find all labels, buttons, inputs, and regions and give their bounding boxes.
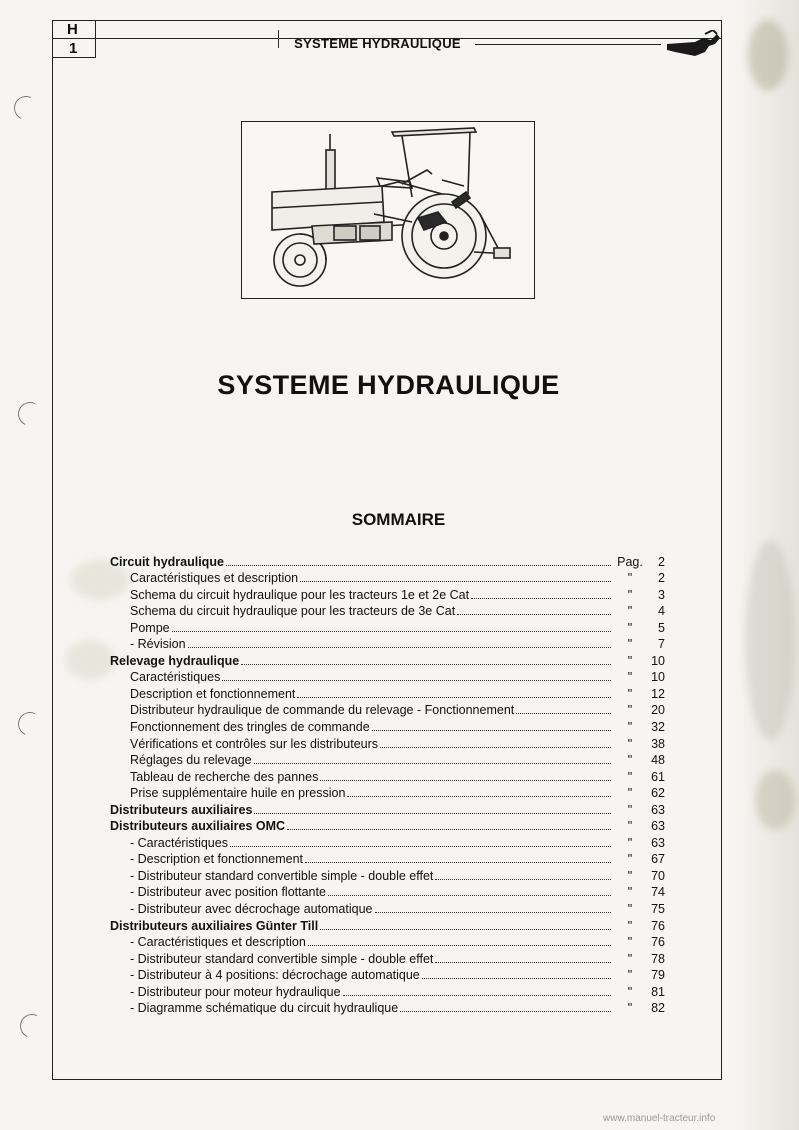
toc-leader-dots — [188, 639, 611, 648]
toc-page-number: 76 — [651, 935, 665, 950]
toc-entry-label: Distributeur hydraulique de commande du relevage - Fonctionnement — [130, 703, 515, 718]
toc-entry-label: Réglages du relevage — [130, 753, 252, 768]
toc-entry — [110, 966, 665, 983]
toc-page-prefix: " — [627, 1001, 633, 1016]
toc-entry — [110, 552, 665, 569]
toc-entry — [110, 982, 665, 999]
tractor-illustration — [241, 121, 535, 299]
toc-entry — [110, 751, 665, 768]
toc-entry-label: Caractéristiques et description — [130, 571, 299, 586]
toc-entry-label: - Caractéristiques — [130, 835, 228, 850]
toc-entry-label: Distributeurs auxiliaires OMC — [110, 819, 286, 834]
toc-entry-label: Prise supplémentaire huile en pression — [130, 786, 346, 801]
section-letter: H — [67, 21, 78, 38]
toc-entry — [110, 784, 665, 801]
toc-page-number: 63 — [651, 835, 665, 850]
toc-page-number: 5 — [658, 620, 665, 635]
toc-leader-dots — [254, 805, 611, 814]
watermark: www.manuel-tracteur.info — [603, 1113, 716, 1124]
table-of-contents — [110, 552, 665, 1015]
toc-leader-dots — [222, 672, 611, 681]
toc-page-number: 76 — [651, 918, 665, 933]
toc-entry — [110, 933, 665, 950]
toc-entry — [110, 668, 665, 685]
toc-entry-label: Tableau de recherche des pannes — [130, 769, 319, 784]
toc-page-prefix: " — [627, 587, 633, 602]
toc-leader-dots — [226, 557, 611, 566]
toc-page-prefix: " — [627, 571, 633, 586]
toc-page-number: 63 — [651, 819, 665, 834]
mechanic-wrench-icon — [665, 30, 721, 60]
toc-page-number: 79 — [651, 968, 665, 983]
toc-heading: SOMMAIRE — [351, 510, 446, 529]
toc-page-number: 4 — [658, 604, 665, 619]
toc-entry-label: - Description et fonctionnement — [130, 852, 304, 867]
toc-entry-label: - Distributeur avec décrochage automatique — [130, 902, 373, 917]
toc-leader-dots — [320, 772, 611, 781]
section-code-box — [52, 20, 96, 58]
toc-entry-label: - Caractéristiques et description — [130, 935, 306, 950]
toc-leader-dots — [400, 1003, 611, 1012]
toc-entry — [110, 866, 665, 883]
toc-entry — [110, 635, 665, 652]
toc-leader-dots — [375, 904, 612, 913]
toc-leader-dots — [516, 705, 611, 714]
toc-leader-dots — [172, 623, 611, 632]
toc-page-number: 81 — [651, 984, 665, 999]
toc-page-prefix: " — [627, 769, 633, 784]
toc-leader-dots — [343, 987, 611, 996]
toc-entry-label: Distributeurs auxiliaires — [110, 802, 253, 817]
toc-page-number: 7 — [658, 637, 665, 652]
toc-leader-dots — [380, 739, 611, 748]
toc-page-number: 62 — [651, 786, 665, 801]
toc-page-number: 32 — [651, 720, 665, 735]
toc-page-number: 48 — [651, 753, 665, 768]
toc-leader-dots — [422, 970, 611, 979]
toc-leader-dots — [471, 590, 611, 599]
toc-entry — [110, 569, 665, 586]
toc-leader-dots — [254, 755, 611, 764]
toc-page-prefix: " — [627, 984, 633, 999]
toc-entry-label: - Révision — [130, 637, 186, 652]
toc-leader-dots — [457, 606, 611, 615]
toc-entry — [110, 585, 665, 602]
toc-page-prefix: " — [627, 835, 633, 850]
toc-page-prefix: " — [627, 819, 633, 834]
toc-page-prefix: " — [627, 885, 633, 900]
toc-page-prefix: " — [627, 951, 633, 966]
toc-entry-label: - Distributeur avec position flottante — [130, 885, 326, 900]
toc-leader-dots — [305, 854, 611, 863]
toc-page-prefix: " — [627, 637, 633, 652]
toc-page-prefix: " — [627, 852, 633, 867]
toc-entry — [110, 717, 665, 734]
toc-entry-label: Distributeurs auxiliaires Günter Till — [110, 918, 319, 933]
toc-entry — [110, 651, 665, 668]
toc-page-number: 10 — [651, 670, 665, 685]
toc-page-prefix: " — [627, 918, 633, 933]
toc-page-prefix: " — [627, 802, 633, 817]
toc-leader-dots — [435, 871, 611, 880]
toc-page-prefix: " — [627, 786, 633, 801]
toc-page-prefix: " — [627, 620, 633, 635]
toc-page-number: 78 — [651, 951, 665, 966]
toc-entry-label: Relevage hydraulique — [110, 653, 240, 668]
toc-leader-dots — [308, 937, 611, 946]
toc-leader-dots — [347, 788, 611, 797]
toc-page-number: 2 — [658, 571, 665, 586]
toc-leader-dots — [300, 573, 611, 582]
toc-page-prefix: " — [627, 868, 633, 883]
stain-mark — [755, 770, 795, 830]
toc-page-number: 63 — [651, 802, 665, 817]
toc-page-prefix: " — [627, 935, 633, 950]
toc-leader-dots — [297, 689, 611, 698]
toc-entry-label: - Distributeur standard convertible simple - double effet — [130, 868, 434, 883]
toc-entry-label: Description et fonctionnement — [130, 686, 296, 701]
toc-page-number: 12 — [651, 686, 665, 701]
toc-entry — [110, 999, 665, 1016]
header-rule-right — [475, 44, 661, 45]
toc-entry — [110, 767, 665, 784]
toc-leader-dots — [287, 821, 611, 830]
toc-entry-label: Schema du circuit hydraulique pour les tracteurs de 3e Cat — [130, 604, 456, 619]
toc-page-prefix: " — [627, 703, 633, 718]
toc-page-number: 67 — [651, 852, 665, 867]
toc-page-number: 82 — [651, 1001, 665, 1016]
toc-entry — [110, 701, 665, 718]
running-title: SYSTEME HYDRAULIQUE — [294, 36, 461, 51]
toc-entry — [110, 883, 665, 900]
toc-entry-label: Pompe — [130, 620, 170, 635]
toc-page-number: 3 — [658, 587, 665, 602]
toc-page-number: 20 — [651, 703, 665, 718]
toc-entry-label: - Distributeur pour moteur hydraulique — [130, 984, 341, 999]
toc-page-number: 2 — [658, 554, 665, 569]
binder-hole — [15, 399, 46, 430]
toc-entry — [110, 734, 665, 751]
toc-entry — [110, 817, 665, 834]
toc-entry — [110, 602, 665, 619]
toc-leader-dots — [320, 921, 611, 930]
toc-entry — [110, 684, 665, 701]
toc-entry-label: Schema du circuit hydraulique pour les tracteurs 1e et 2e Cat — [130, 587, 470, 602]
toc-page-prefix: " — [627, 720, 633, 735]
toc-leader-dots — [435, 954, 611, 963]
stain-mark — [748, 20, 788, 90]
toc-entry-label: - Diagramme schématique du circuit hydraulique — [130, 1001, 399, 1016]
toc-page-prefix: " — [627, 653, 633, 668]
toc-entry-label: Fonctionnement des tringles de commande — [130, 720, 370, 735]
toc-page-prefix: " — [627, 604, 633, 619]
page-title: SYSTEME HYDRAULIQUE — [217, 370, 560, 400]
binder-hole — [11, 93, 42, 124]
toc-leader-dots — [230, 838, 611, 847]
binder-hole — [15, 709, 46, 740]
toc-page-prefix: " — [627, 753, 633, 768]
toc-entry — [110, 949, 665, 966]
toc-entry — [110, 850, 665, 867]
toc-entry — [110, 916, 665, 933]
toc-entry-label: - Distributeur standard convertible simple - double effet — [130, 951, 434, 966]
toc-leader-dots — [372, 722, 611, 731]
toc-page-prefix: Pag. — [617, 554, 643, 569]
header-tick — [278, 30, 279, 48]
toc-entry-label: Circuit hydraulique — [110, 554, 224, 569]
stain-mark — [745, 540, 795, 740]
toc-page-prefix: " — [627, 968, 633, 983]
binder-hole — [17, 1011, 48, 1042]
toc-entry — [110, 833, 665, 850]
section-number: 1 — [69, 40, 78, 57]
toc-entry — [110, 618, 665, 635]
toc-page-number: 70 — [651, 868, 665, 883]
toc-page-prefix: " — [627, 686, 633, 701]
toc-leader-dots — [328, 887, 611, 896]
toc-page-number: 74 — [651, 885, 665, 900]
toc-leader-dots — [241, 656, 611, 665]
toc-page-prefix: " — [627, 670, 633, 685]
toc-entry-label: Caractéristiques — [130, 670, 221, 685]
toc-page-prefix: " — [627, 736, 633, 751]
toc-entry — [110, 899, 665, 916]
toc-page-number: 38 — [651, 736, 665, 751]
toc-entry-label: Vérifications et contrôles sur les distributeurs — [130, 736, 379, 751]
toc-entry-label: - Distributeur à 4 positions: décrochage automatique — [130, 968, 420, 983]
toc-page-number: 75 — [651, 902, 665, 917]
toc-page-number: 10 — [651, 653, 665, 668]
toc-entry — [110, 800, 665, 817]
tractor-icon — [242, 122, 533, 297]
toc-page-number: 61 — [651, 769, 665, 784]
toc-page-prefix: " — [627, 902, 633, 917]
